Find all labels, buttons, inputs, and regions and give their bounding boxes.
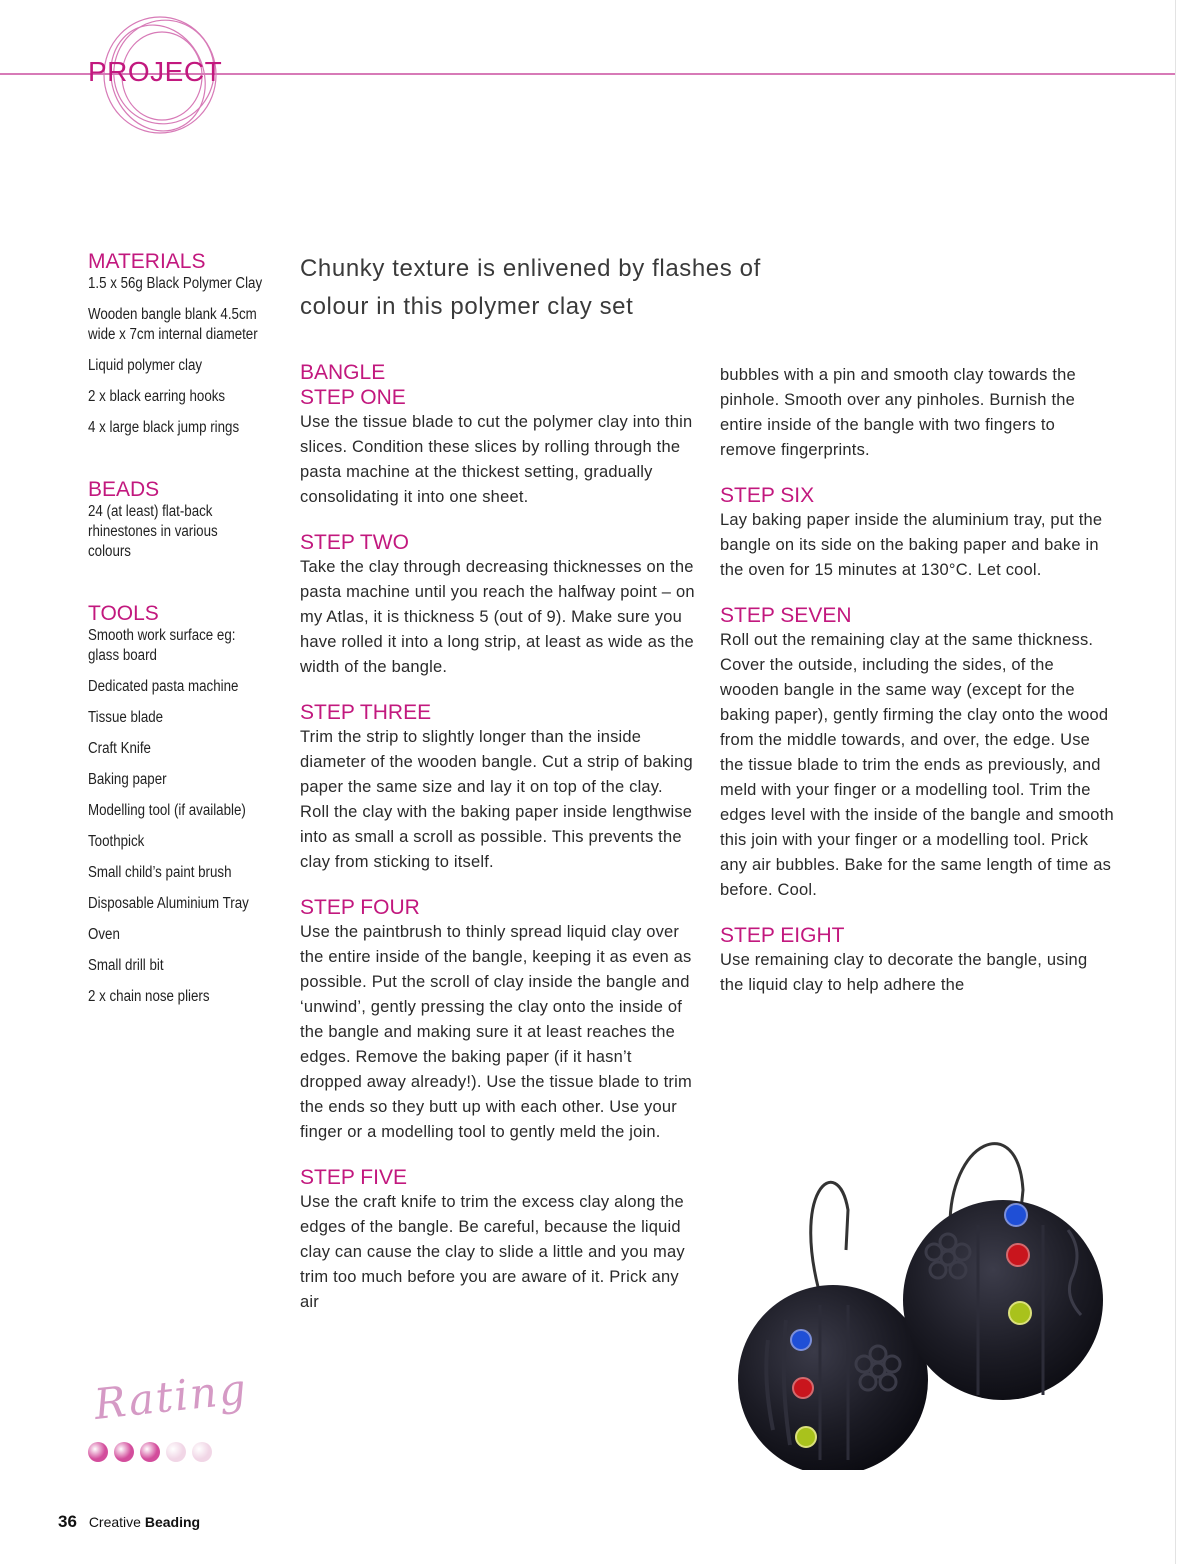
list-item: Liquid polymer clay xyxy=(88,357,203,374)
rating-dot-filled xyxy=(88,1442,108,1462)
section-label: PROJECT xyxy=(88,56,223,87)
rating-dot-filled xyxy=(140,1442,160,1462)
earrings-photo xyxy=(728,1130,1158,1470)
page-edge-line xyxy=(1175,0,1176,1564)
list-item: Toothpick xyxy=(88,833,145,850)
list-item: 2 x chain nose pliers xyxy=(88,988,210,1005)
list-item: Oven xyxy=(88,926,120,943)
page-footer xyxy=(58,1512,200,1532)
list-item: Baking paper xyxy=(88,771,167,788)
list-item: Smooth work surface eg: glass board xyxy=(88,627,236,664)
rating-dot-filled xyxy=(114,1442,134,1462)
difficulty-rating xyxy=(88,1364,278,1465)
materials-block xyxy=(88,250,278,438)
list-item: Modelling tool (if available) xyxy=(88,802,246,819)
list-item: Small drill bit xyxy=(88,957,164,974)
list-item: 24 (at least) flat-back rhinestones in various colours xyxy=(88,503,218,560)
list-item: Wooden bangle blank 4.5cm wide x 7cm internal diameter xyxy=(88,306,258,343)
materials-list xyxy=(88,274,278,438)
step-five-continued-text: bubbles with a pin and smooth clay towards the pinhole. Smooth over any pinholes. Burnish the entire inside of the bangle with two fingers to remove fingerprints. xyxy=(720,366,1076,459)
publication-name: Beading xyxy=(144,1514,201,1530)
section-heading-bangle: BANGLE xyxy=(300,361,386,384)
materials-sidebar xyxy=(88,250,278,1039)
page-number: 36 xyxy=(58,1512,77,1531)
rating-dot-empty xyxy=(192,1442,212,1462)
step-eight-text: Use remaining clay to decorate the bangle, using the liquid clay to help adhere the xyxy=(720,951,1088,994)
step-five-heading: STEP FIVE xyxy=(300,1166,407,1189)
list-item: Craft Knife xyxy=(88,740,151,757)
step-one-text: Use the tissue blade to cut the polymer clay into thin slices. Condition these slices by rolling through the pasta machine at the thickest setting, gradually consolidating it into one sheet. xyxy=(300,413,693,506)
beads-block xyxy=(88,478,278,562)
step-two-text: Take the clay through decreasing thicknesses on the pasta machine until you reach the halfway point – on my Atlas, it is thickness 5 (out of 9). Make sure you have rolled it into a long strip, at least as wide as the width of the bangle. xyxy=(300,558,695,676)
publication-prefix: Creative xyxy=(88,1514,141,1530)
tools-list xyxy=(88,626,278,1007)
list-item: 2 x black earring hooks xyxy=(88,388,226,405)
step-two-heading: STEP TWO xyxy=(300,531,409,554)
step-three-heading: STEP THREE xyxy=(300,701,432,724)
step-six-heading: STEP SIX xyxy=(720,484,815,507)
list-item: Tissue blade xyxy=(88,709,164,726)
rating-word: Rating xyxy=(91,1364,251,1429)
tools-block xyxy=(88,602,278,1007)
list-item: Dedicated pasta machine xyxy=(88,678,239,695)
list-item: 1.5 x 56g Black Polymer Clay xyxy=(88,275,263,292)
step-five-text: Use the craft knife to trim the excess clay along the edges of the bangle. Be careful, because the liquid clay can cause the clay to slide a little and you may trim too much before you are aware of it. Prick any air xyxy=(300,1193,685,1311)
instructions-column-right xyxy=(720,363,1115,1018)
step-six-text: Lay baking paper inside the aluminium tray, put the bangle on its side on the baking paper and bake in the oven for 15 minutes at 130°C. Let cool. xyxy=(720,511,1103,579)
materials-heading: MATERIALS xyxy=(88,250,206,273)
step-seven-heading: STEP SEVEN xyxy=(720,604,852,627)
list-item: Disposable Aluminium Tray xyxy=(88,895,249,912)
beads-list xyxy=(88,502,278,562)
step-four-heading: STEP FOUR xyxy=(300,896,420,919)
step-eight-heading: STEP EIGHT xyxy=(720,924,845,947)
list-item: 4 x large black jump rings xyxy=(88,419,240,436)
beads-heading: BEADS xyxy=(88,478,160,501)
step-seven-text: Roll out the remaining clay at the same thickness. Cover the outside, including the sides, of the wooden bangle in the same way (except for the baking paper), gently firming the clay onto the wood from the middle towards, and over, the edge. Use the tissue blade to trim the ends as previously, and meld with your finger or a modelling tool. Trim the edges level with the inside of the bangle and smooth this join with your finger or a modelling tool. Prick any air bubbles. Bake for the same length of time as before. Cool. xyxy=(720,631,1114,899)
rating-dots xyxy=(88,1442,212,1462)
tools-heading: TOOLS xyxy=(88,602,159,625)
step-one-heading: STEP ONE xyxy=(300,386,406,409)
step-three-text: Trim the strip to slightly longer than the inside diameter of the wooden bangle. Cut a strip of baking paper the same size and lay it on top of the clay. Roll the clay with the baking paper inside lengthwise into as small a scroll as possible. This prevents the clay from sticking to itself. xyxy=(300,728,693,871)
list-item: Small child’s paint brush xyxy=(88,864,232,881)
intro-standfirst: Chunky texture is enlivened by flashes of colour in this polymer clay set xyxy=(300,255,761,320)
rating-dot-empty xyxy=(166,1442,186,1462)
instructions-column-left xyxy=(300,360,695,1335)
step-four-text: Use the paintbrush to thinly spread liquid clay over the entire inside of the bangle, keeping it as even as possible. Put the scroll of clay inside the bangle and ‘unwind’, gently pressing the clay onto the inside of the bangle and making sure it at least reaches the edges. Remove the baking paper (if it hasn’t dropped away already!). Use the tissue blade to trim the ends so they butt up with each other. Use your finger or a modelling tool to gently meld the join. xyxy=(300,923,692,1141)
